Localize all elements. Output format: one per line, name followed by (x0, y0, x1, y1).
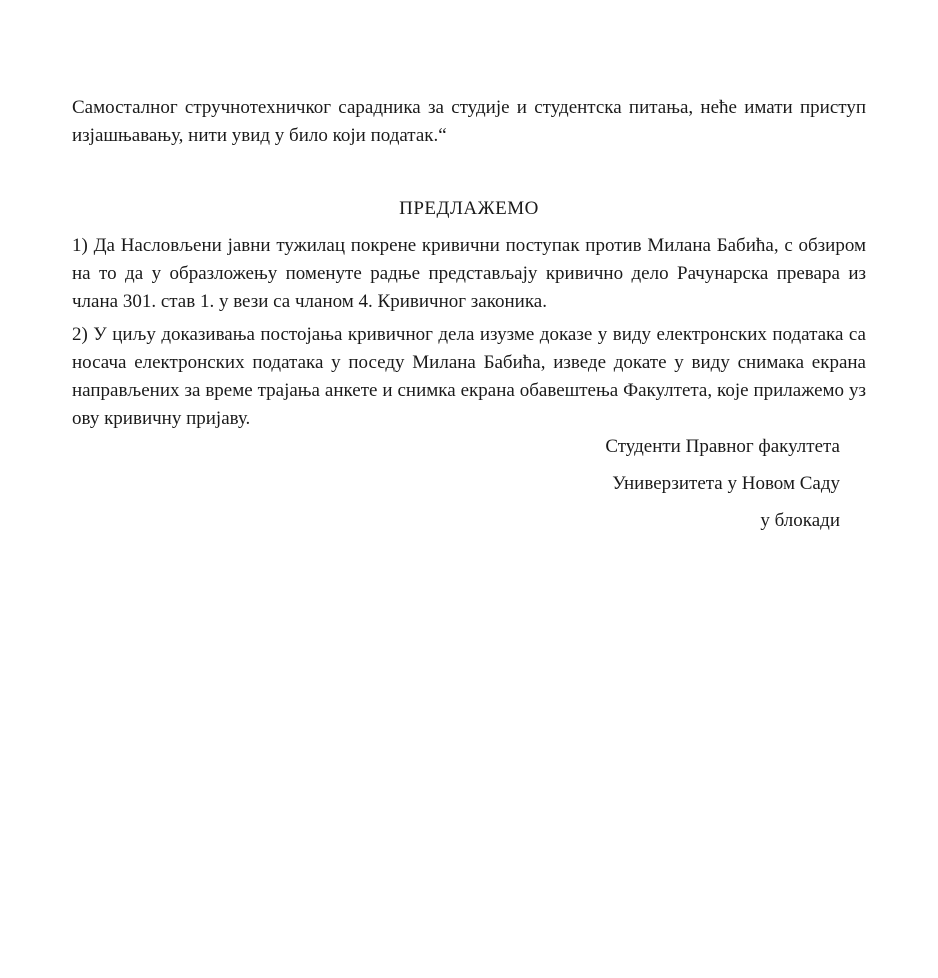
signature-block (72, 433, 866, 535)
proposal-heading: ПРЕДЛАЖЕМО (399, 198, 539, 219)
quote-closing-paragraph: Самосталног стручнотехничког сарадника за студије и студентска питања, неће имати приступ изјашњавању, нити увид у било који податак.“ (72, 97, 866, 146)
signature-line-students: Студенти Правног факултета (605, 436, 840, 457)
proposal-item-1: 1) Да Насловљени јавни тужилац покрене кривични поступак против Милана Бабића, с обзиром на то да у образложењу поменуте радње представљају кривично дело Рачунарска превара из члана 301. став 1. у вези са чланом 4. Кривичног законика. (72, 235, 866, 312)
proposal-item-2: 2) У циљу доказивања постојања кривичног дела изузме доказе у виду електронских података са носача електронских података у поседу Милана Бабића, изведе докате у виду снимака екрана направљених за време трајања анкете и снимка екрана обавештења Факултета, које прилажемо уз ову кривичну пријаву. (72, 324, 866, 429)
signature-line-blockade: у блокади (760, 510, 840, 531)
signature-line-university: Универзитета у Новом Саду (612, 473, 840, 494)
